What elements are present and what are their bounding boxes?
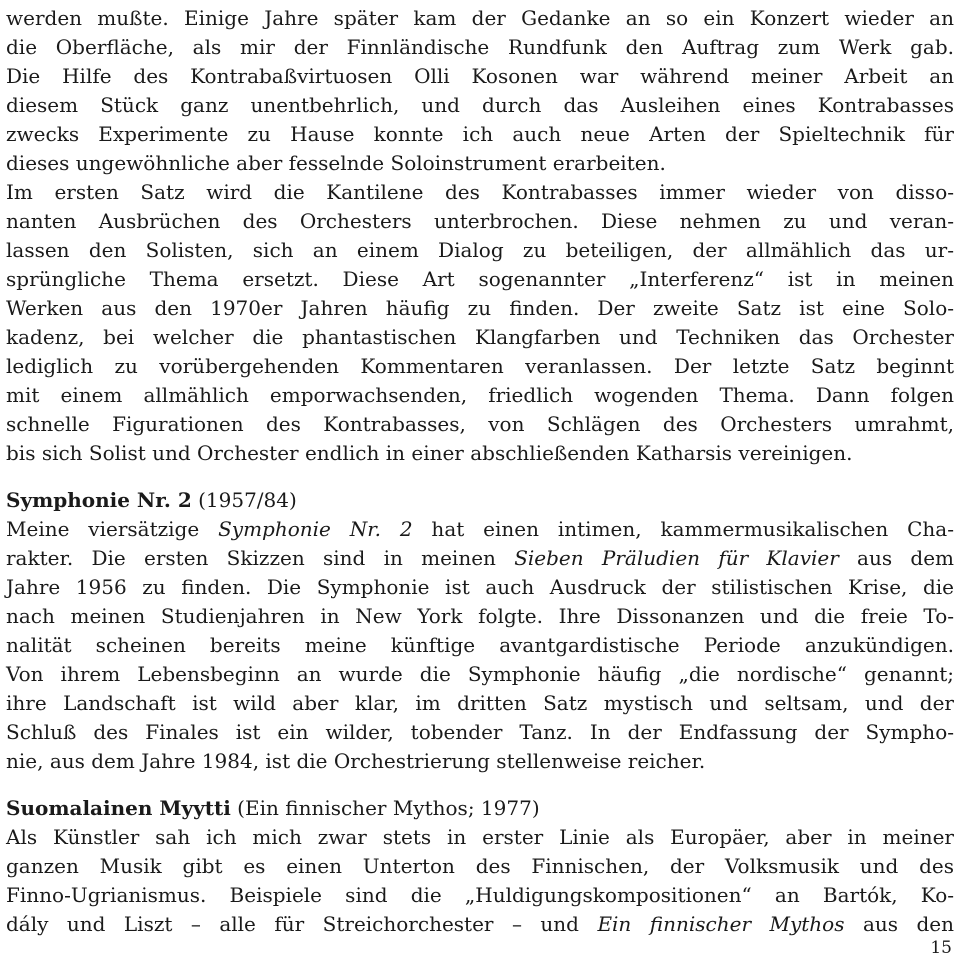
text-line: zwecks Experimente zu Hause konnte ich auch neue Arten der Spieltechnik für [6, 122, 954, 146]
text-line: lassen den Solisten, sich an einem Dialog zu beteiligen, der allmählich das ur- [6, 238, 954, 262]
text-line: nie, aus dem Jahre 1984, ist die Orchestrierung stellenweise reicher. [6, 749, 706, 773]
text-line: sprüngliche Thema ersetzt. Diese Art sogenannter „Interferenz“ ist in meinen [6, 267, 954, 291]
text-line: ganzen Musik gibt es einen Unterton des Finnischen, der Volksmusik und des [6, 854, 954, 878]
heading-title: Suomalainen Myytti [6, 796, 231, 820]
text-run: dály und Liszt – alle für Streichorchester – und [6, 912, 598, 936]
text-line [6, 515, 954, 544]
section-gap [6, 776, 954, 794]
text-line: mit einem allmählich emporwachsenden, friedlich wogenden Thema. Dann folgen [6, 383, 954, 407]
myytti-section [6, 794, 954, 939]
work-title: Ein finnischer Mythos [597, 912, 845, 936]
text-line: bis sich Solist und Orchester endlich in einer abschließenden Katharsis vereinigen. [6, 441, 853, 465]
text-run: hat einen intimen, kammermusikalischen Cha- [412, 517, 954, 541]
text-line: Von ihrem Lebensbeginn an wurde die Symphonie häufig „die nordische“ genannt; [6, 662, 954, 686]
movements-paragraph [6, 178, 954, 468]
text-line: schnelle Figurationen des Kontrabasses, von Schlägen des Orchesters umrahmt, [6, 412, 954, 436]
heading-date: (Ein finnischer Mythos; 1977) [230, 796, 540, 820]
text-run: Meine viersätzige [6, 517, 219, 541]
heading-title: Symphonie Nr. 2 [6, 488, 192, 512]
work-title: Symphonie Nr. 2 [218, 517, 413, 541]
text-line: werden mußte. Einige Jahre später kam der Gedanke an so ein Konzert wieder an [6, 6, 954, 30]
symphonie-section [6, 486, 954, 776]
text-line: Werken aus den 1970er Jahren häufig zu finden. Der zweite Satz ist eine Solo- [6, 296, 954, 320]
text-line: Schluß des Finales ist ein wilder, tobender Tanz. In der Endfassung der Sympho- [6, 720, 954, 744]
text-line: dieses ungewöhnliche aber fesselnde Soloinstrument erarbeiten. [6, 151, 666, 175]
text-run: rakter. Die ersten Skizzen sind in meinen [6, 546, 515, 570]
text-run: aus den [844, 912, 954, 936]
text-line: ihre Landschaft ist wild aber klar, im dritten Satz mystisch und seltsam, und der [6, 691, 954, 715]
text-line: nalität scheinen bereits meine künftige avantgardistische Periode anzukündigen. [6, 633, 954, 657]
section-heading [6, 794, 954, 823]
text-line: diesem Stück ganz unentbehrlich, und durch das Ausleihen eines Kontrabasses [6, 93, 954, 117]
section-heading [6, 486, 954, 515]
text-line [6, 910, 954, 939]
work-title: Sieben Präludien für Klavier [514, 546, 839, 570]
text-line: Finno-Ugrianismus. Beispiele sind die „Huldigungskompositionen“ an Bartók, Ko- [6, 883, 954, 907]
text-line [6, 544, 954, 573]
text-line: Die Hilfe des Kontrabaßvirtuosen Olli Kosonen war während meiner Arbeit an [6, 64, 954, 88]
text-line: Im ersten Satz wird die Kantilene des Kontrabasses immer wieder von disso- [6, 180, 954, 204]
text-line: nach meinen Studienjahren in New York folgte. Ihre Dissonanzen und die freie To- [6, 604, 954, 628]
text-line: Jahre 1956 zu finden. Die Symphonie ist auch Ausdruck der stilistischen Krise, die [6, 575, 954, 599]
text-line: nanten Ausbrüchen des Orchesters unterbrochen. Diese nehmen zu und veran- [6, 209, 954, 233]
text-line: lediglich zu vorübergehenden Kommentaren veranlassen. Der letzte Satz beginnt [6, 354, 954, 378]
page-number: 15 [930, 938, 952, 958]
text-line: die Oberfläche, als mir der Finnländische Rundfunk den Auftrag zum Werk gab. [6, 35, 954, 59]
text-line: kadenz, bei welcher die phantastischen Klangfarben und Techniken das Orchester [6, 325, 954, 349]
intro-paragraph [6, 4, 954, 178]
text-run: aus dem [838, 546, 954, 570]
section-gap [6, 468, 954, 486]
text-line: Als Künstler sah ich mich zwar stets in erster Linie als Europäer, aber in meiner [6, 825, 954, 849]
heading-date: (1957/84) [191, 488, 297, 512]
